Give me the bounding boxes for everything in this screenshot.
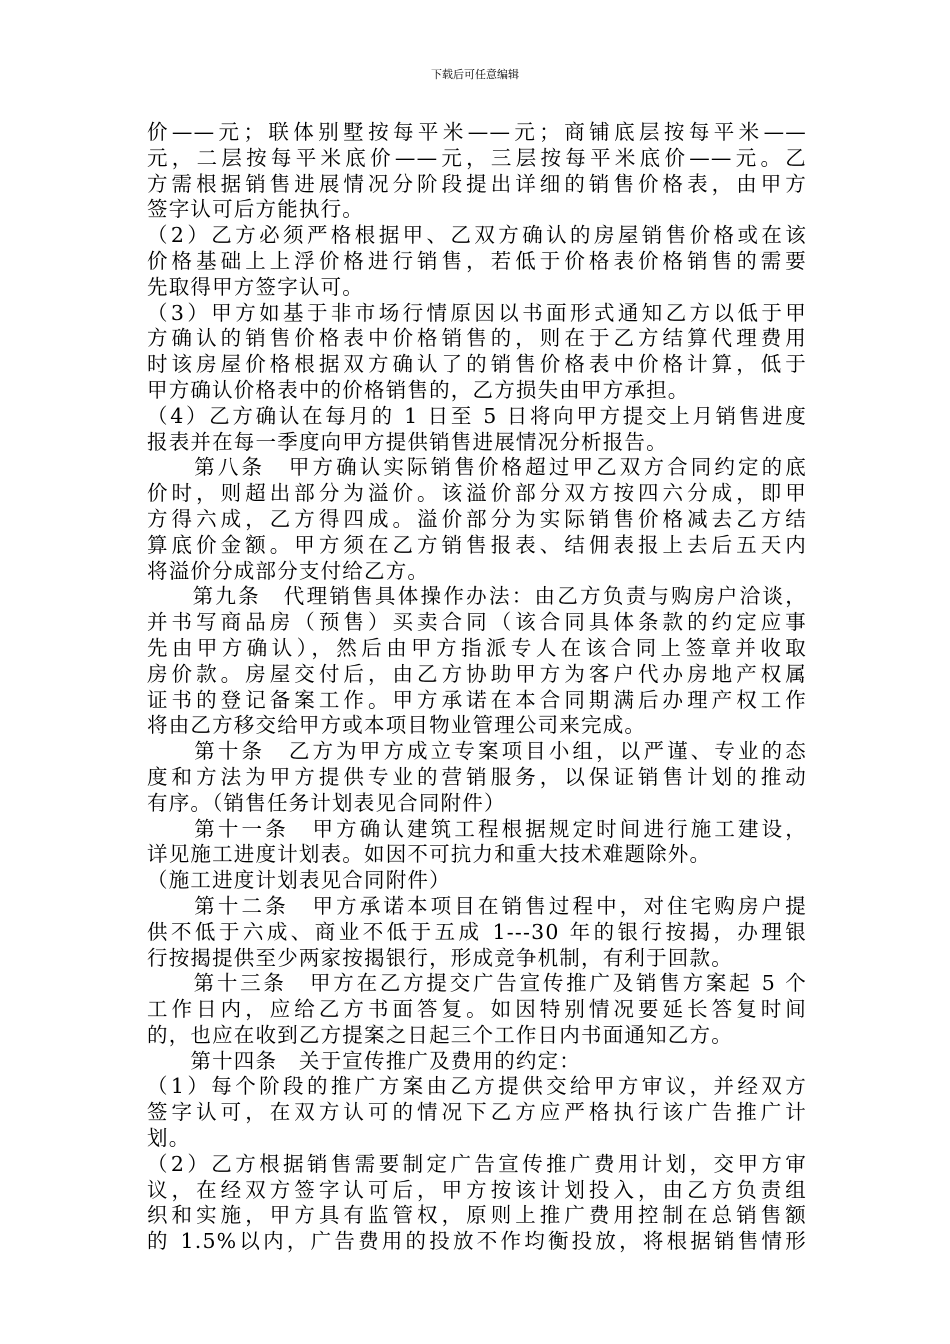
text-line: 织和实施，甲方具有监管权，原则上推广费用控制在总销售额 <box>147 1203 807 1228</box>
text-line: 先由甲方确认），然后由甲方指派专人在该合同上签章并收取 <box>147 635 807 660</box>
text-line: 度和方法为甲方提供专业的营销服务，以保证销售计划的推动 <box>147 764 807 789</box>
text-line: 先取得甲方签字认可。 <box>147 274 364 299</box>
text-line: 议，在经双方签字认可后，甲方按该计划投入，由乙方负责组 <box>147 1177 807 1202</box>
text-line: 将由乙方移交给甲方或本项目物业管理公司来完成。 <box>147 713 647 738</box>
text-line: 签字认可，在双方认可的情况下乙方应严格执行该广告推广计 <box>147 1100 807 1125</box>
text-line: 算底价金额。甲方须在乙方销售报表、结佣表报上去后五天内 <box>147 532 807 557</box>
text-line: （4）乙方确认在每月的 1 日至 5 日将向甲方提交上月销售进度 <box>147 403 807 428</box>
text-line: 证书的登记备案工作。甲方承诺在本合同期满后办理产权工作 <box>147 687 807 712</box>
text-line: （施工进度计划表见合同附件） <box>147 868 451 893</box>
text-line: 方得六成，乙方得四成。溢价部分为实际销售价格减去乙方结 <box>147 506 807 531</box>
text-line: 价格基础上上浮价格进行销售，若低于价格表价格销售的需要 <box>147 248 807 273</box>
text-line: 第十条 乙方为甲方成立专案项目小组，以严谨、专业的态 <box>147 739 807 764</box>
text-line: 时该房屋价格根据双方确认了的销售价格表中价格计算，低于 <box>147 352 807 377</box>
text-line: 第十三条 甲方在乙方提交广告宣传推广及销售方案起 5 个 <box>147 971 807 996</box>
text-line: 的，也应在收到乙方提案之日起三个工作日内书面通知乙方。 <box>147 1022 733 1047</box>
text-line: 第十二条 甲方承诺本项目在销售过程中，对住宅购房户提 <box>147 893 807 918</box>
text-line: （3）甲方如基于非市场行情原因以书面形式通知乙方以低于甲 <box>147 300 807 325</box>
text-line: （1）每个阶段的推广方案由乙方提供交给甲方审议，并经双方 <box>147 1074 807 1099</box>
text-line: 房价款。房屋交付后，由乙方协助甲方为客户代办房地产权属 <box>147 661 807 686</box>
text-line: 供不低于六成、商业不低于五成 1---30 年的银行按揭，办理银 <box>147 919 807 944</box>
text-line: 工作日内，应给乙方书面答复。如因特别情况要延长答复时间 <box>147 997 807 1022</box>
text-line: 有序。（销售任务计划表见合同附件） <box>147 790 506 815</box>
text-line: 报表并在每一季度向甲方提供销售进展情况分析报告。 <box>147 429 668 454</box>
text-line: （2）乙方必须严格根据甲、乙双方确认的房屋销售价格或在该 <box>147 223 807 248</box>
text-line: 第八条 甲方确认实际销售价格超过甲乙双方合同约定的底 <box>147 455 807 480</box>
text-line: 行按揭提供至少两家按揭银行，形成竞争机制，有利于回款。 <box>147 945 733 970</box>
text-line: 元，二层按每平米底价——元，三层按每平米底价——元。乙 <box>147 145 807 170</box>
text-line: 价——元；联体别墅按每平米——元；商铺底层按每平米—— <box>147 120 807 144</box>
text-line: 详见施工进度计划表。如因不可抗力和重大技术难题除外。 <box>147 842 712 867</box>
text-line: 方需根据销售进展情况分阶段提出详细的销售价格表，由甲方 <box>147 171 807 196</box>
text-line: 方确认的销售价格表中价格销售的，则在于乙方结算代理费用 <box>147 326 807 351</box>
text-line: 的 1.5%以内，广告费用的投放不作均衡投放，将根据销售情形 <box>147 1229 807 1254</box>
text-line: 甲方确认价格表中的价格销售的，乙方损失由甲方承担。 <box>147 377 690 402</box>
text-line: 签字认可后方能执行。 <box>147 197 364 222</box>
page-header: 下载后可任意编辑 <box>431 68 519 81</box>
text-line: 价时，则超出部分为溢价。该溢价部分双方按四六分成，即甲 <box>147 481 807 506</box>
text-line: 第十一条 甲方确认建筑工程根据规定时间进行施工建设， <box>147 816 807 841</box>
document-body <box>147 120 807 1255</box>
text-line: 并书写商品房（预售）买卖合同（该合同具体条款的约定应事 <box>147 610 807 635</box>
text-line: 将溢价分成部分支付给乙方。 <box>147 558 430 583</box>
text-line: 第十四条 关于宣传推广及费用的约定： <box>147 1048 581 1073</box>
text-line: 第九条 代理销售具体操作办法：由乙方负责与购房户洽谈， <box>147 584 807 609</box>
text-line: 划。 <box>147 1126 191 1151</box>
text-line: （2）乙方根据销售需要制定广告宣传推广费用计划，交甲方审 <box>147 1151 807 1176</box>
